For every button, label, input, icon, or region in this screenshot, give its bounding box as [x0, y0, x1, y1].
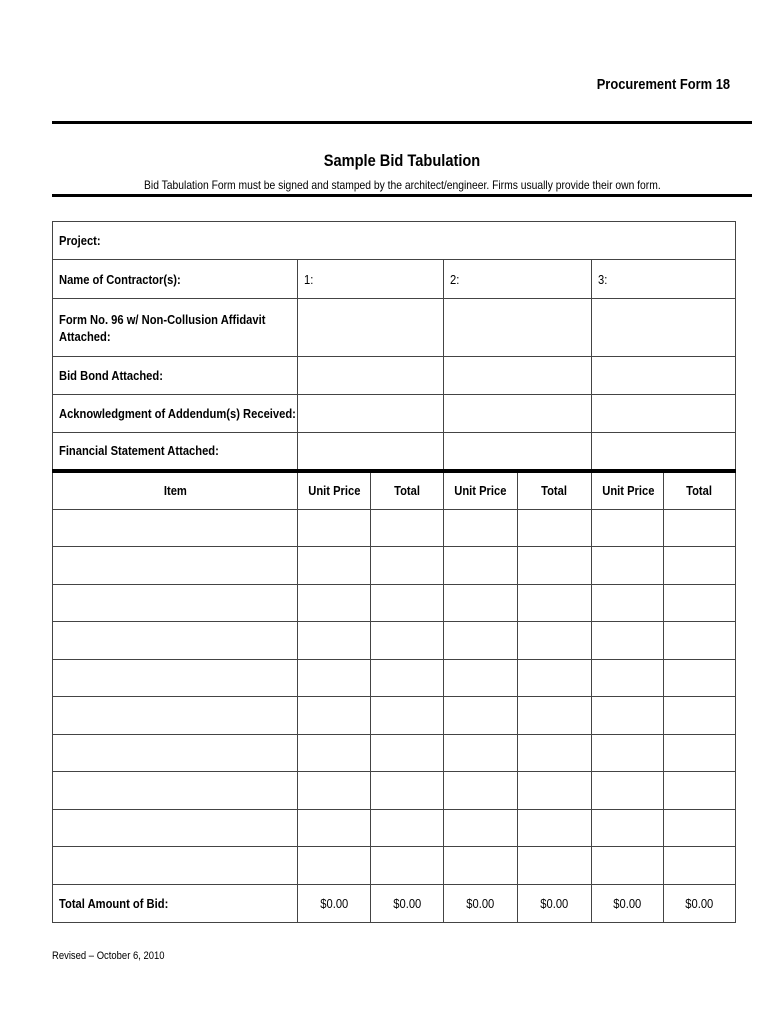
item-row [53, 622, 736, 660]
addendum-label: Acknowledgment of Addendum(s) Received: [53, 395, 298, 433]
price-cell[interactable] [298, 697, 371, 735]
addendum-row [53, 395, 736, 433]
contractors-label: Name of Contractor(s): [53, 260, 298, 299]
price-cell[interactable] [664, 697, 736, 735]
item-cell[interactable] [53, 585, 298, 622]
total-row [53, 885, 736, 923]
price-cell[interactable] [444, 772, 518, 810]
item-cell[interactable] [53, 735, 298, 772]
bid-bond-label: Bid Bond Attached: [53, 357, 298, 395]
price-cell[interactable] [592, 510, 664, 547]
form96-label: Form No. 96 w/ Non-Collusion Affidavit Attached: [53, 299, 298, 357]
contractors-row [53, 260, 736, 299]
price-cell[interactable] [664, 772, 736, 810]
financial-row [53, 433, 736, 471]
price-cell[interactable] [592, 547, 664, 585]
total-header-3: Total [664, 471, 736, 510]
project-row [53, 222, 736, 260]
form-number: Procurement Form 18 [596, 76, 730, 93]
total-total-3: $0.00 [664, 885, 736, 923]
bid-tabulation-table [52, 221, 736, 923]
item-cell[interactable] [53, 510, 298, 547]
price-cell[interactable] [298, 772, 371, 810]
total-amount-label: Total Amount of Bid: [53, 885, 298, 923]
page-subtitle: Bid Tabulation Form must be signed and stamped by the architect/engineer. Firms usually provide their own form. [143, 178, 661, 192]
price-cell[interactable] [444, 735, 518, 772]
price-cell[interactable] [592, 697, 664, 735]
top-rule [52, 121, 752, 124]
price-cell[interactable] [664, 660, 736, 697]
title-rule [52, 194, 752, 197]
price-cell[interactable] [298, 660, 371, 697]
unit-price-header-1: Unit Price [298, 471, 371, 510]
price-cell[interactable] [444, 660, 518, 697]
price-cell[interactable] [664, 622, 736, 660]
price-cell[interactable] [371, 772, 444, 810]
price-cell[interactable] [664, 510, 736, 547]
item-row [53, 697, 736, 735]
price-cell[interactable] [444, 810, 518, 847]
price-cell[interactable] [592, 622, 664, 660]
price-cell[interactable] [298, 622, 371, 660]
item-cell[interactable] [53, 772, 298, 810]
price-cell[interactable] [298, 735, 371, 772]
total-unit-price-3: $0.00 [592, 885, 664, 923]
contractor-3-field[interactable]: 3: [592, 260, 736, 299]
item-rows [53, 510, 736, 885]
price-cell[interactable] [444, 585, 518, 622]
price-cell[interactable] [592, 660, 664, 697]
price-cell[interactable] [592, 847, 664, 885]
item-cell[interactable] [53, 697, 298, 735]
item-cell[interactable] [53, 847, 298, 885]
addendum-contractor-1[interactable] [298, 395, 444, 433]
bid-bond-contractor-3[interactable] [592, 357, 736, 395]
price-cell[interactable] [518, 585, 592, 622]
price-cell[interactable] [664, 547, 736, 585]
project-field[interactable]: Project: [53, 222, 736, 260]
bid-bond-contractor-2[interactable] [444, 357, 592, 395]
total-total-2: $0.00 [518, 885, 592, 923]
total-unit-price-1: $0.00 [298, 885, 371, 923]
price-cell[interactable] [298, 547, 371, 585]
item-cell[interactable] [53, 622, 298, 660]
item-row [53, 510, 736, 547]
item-cell[interactable] [53, 660, 298, 697]
price-cell[interactable] [444, 622, 518, 660]
item-row [53, 847, 736, 885]
price-cell[interactable] [664, 847, 736, 885]
page-title: Sample Bid Tabulation [323, 151, 481, 170]
addendum-contractor-2[interactable] [444, 395, 592, 433]
price-cell[interactable] [371, 697, 444, 735]
contractor-2-field[interactable]: 2: [444, 260, 592, 299]
bid-bond-row [53, 357, 736, 395]
price-cell[interactable] [592, 735, 664, 772]
form96-contractor-2[interactable] [444, 299, 592, 357]
revision-note: Revised – October 6, 2010 [52, 950, 165, 962]
price-cell[interactable] [518, 735, 592, 772]
financial-contractor-1[interactable] [298, 433, 444, 471]
bid-bond-contractor-1[interactable] [298, 357, 444, 395]
price-cell[interactable] [371, 510, 444, 547]
unit-price-header-3: Unit Price [592, 471, 664, 510]
item-header: Item [53, 471, 298, 510]
item-cell[interactable] [53, 547, 298, 585]
addendum-contractor-3[interactable] [592, 395, 736, 433]
price-cell[interactable] [371, 585, 444, 622]
financial-contractor-3[interactable] [592, 433, 736, 471]
form96-contractor-3[interactable] [592, 299, 736, 357]
price-cell[interactable] [592, 772, 664, 810]
item-row [53, 547, 736, 585]
financial-contractor-2[interactable] [444, 433, 592, 471]
item-row [53, 810, 736, 847]
price-cell[interactable] [664, 585, 736, 622]
price-cell[interactable] [371, 810, 444, 847]
price-cell[interactable] [444, 510, 518, 547]
financial-label: Financial Statement Attached: [53, 433, 298, 471]
price-cell[interactable] [371, 547, 444, 585]
price-cell[interactable] [444, 697, 518, 735]
price-cell[interactable] [298, 810, 371, 847]
price-cell[interactable] [371, 622, 444, 660]
contractor-1-field[interactable]: 1: [298, 260, 444, 299]
price-cell[interactable] [298, 585, 371, 622]
price-cell[interactable] [518, 510, 592, 547]
item-cell[interactable] [53, 810, 298, 847]
item-row [53, 660, 736, 697]
price-cell[interactable] [518, 847, 592, 885]
total-total-1: $0.00 [371, 885, 444, 923]
total-header-1: Total [371, 471, 444, 510]
price-cell[interactable] [518, 547, 592, 585]
price-cell[interactable] [298, 510, 371, 547]
price-cell[interactable] [518, 772, 592, 810]
item-row [53, 585, 736, 622]
price-cell[interactable] [518, 810, 592, 847]
form96-contractor-1[interactable] [298, 299, 444, 357]
price-cell[interactable] [518, 660, 592, 697]
item-row [53, 772, 736, 810]
price-cell[interactable] [664, 810, 736, 847]
unit-price-header-2: Unit Price [444, 471, 518, 510]
item-row [53, 735, 736, 772]
price-cell[interactable] [518, 697, 592, 735]
price-cell[interactable] [298, 847, 371, 885]
price-cell[interactable] [444, 547, 518, 585]
form96-row [53, 299, 736, 357]
price-cell[interactable] [518, 622, 592, 660]
price-cell[interactable] [371, 735, 444, 772]
price-cell[interactable] [592, 585, 664, 622]
price-cell[interactable] [444, 847, 518, 885]
items-header-row [53, 471, 736, 510]
price-cell[interactable] [371, 847, 444, 885]
price-cell[interactable] [664, 735, 736, 772]
price-cell[interactable] [371, 660, 444, 697]
price-cell[interactable] [592, 810, 664, 847]
total-unit-price-2: $0.00 [444, 885, 518, 923]
total-header-2: Total [518, 471, 592, 510]
